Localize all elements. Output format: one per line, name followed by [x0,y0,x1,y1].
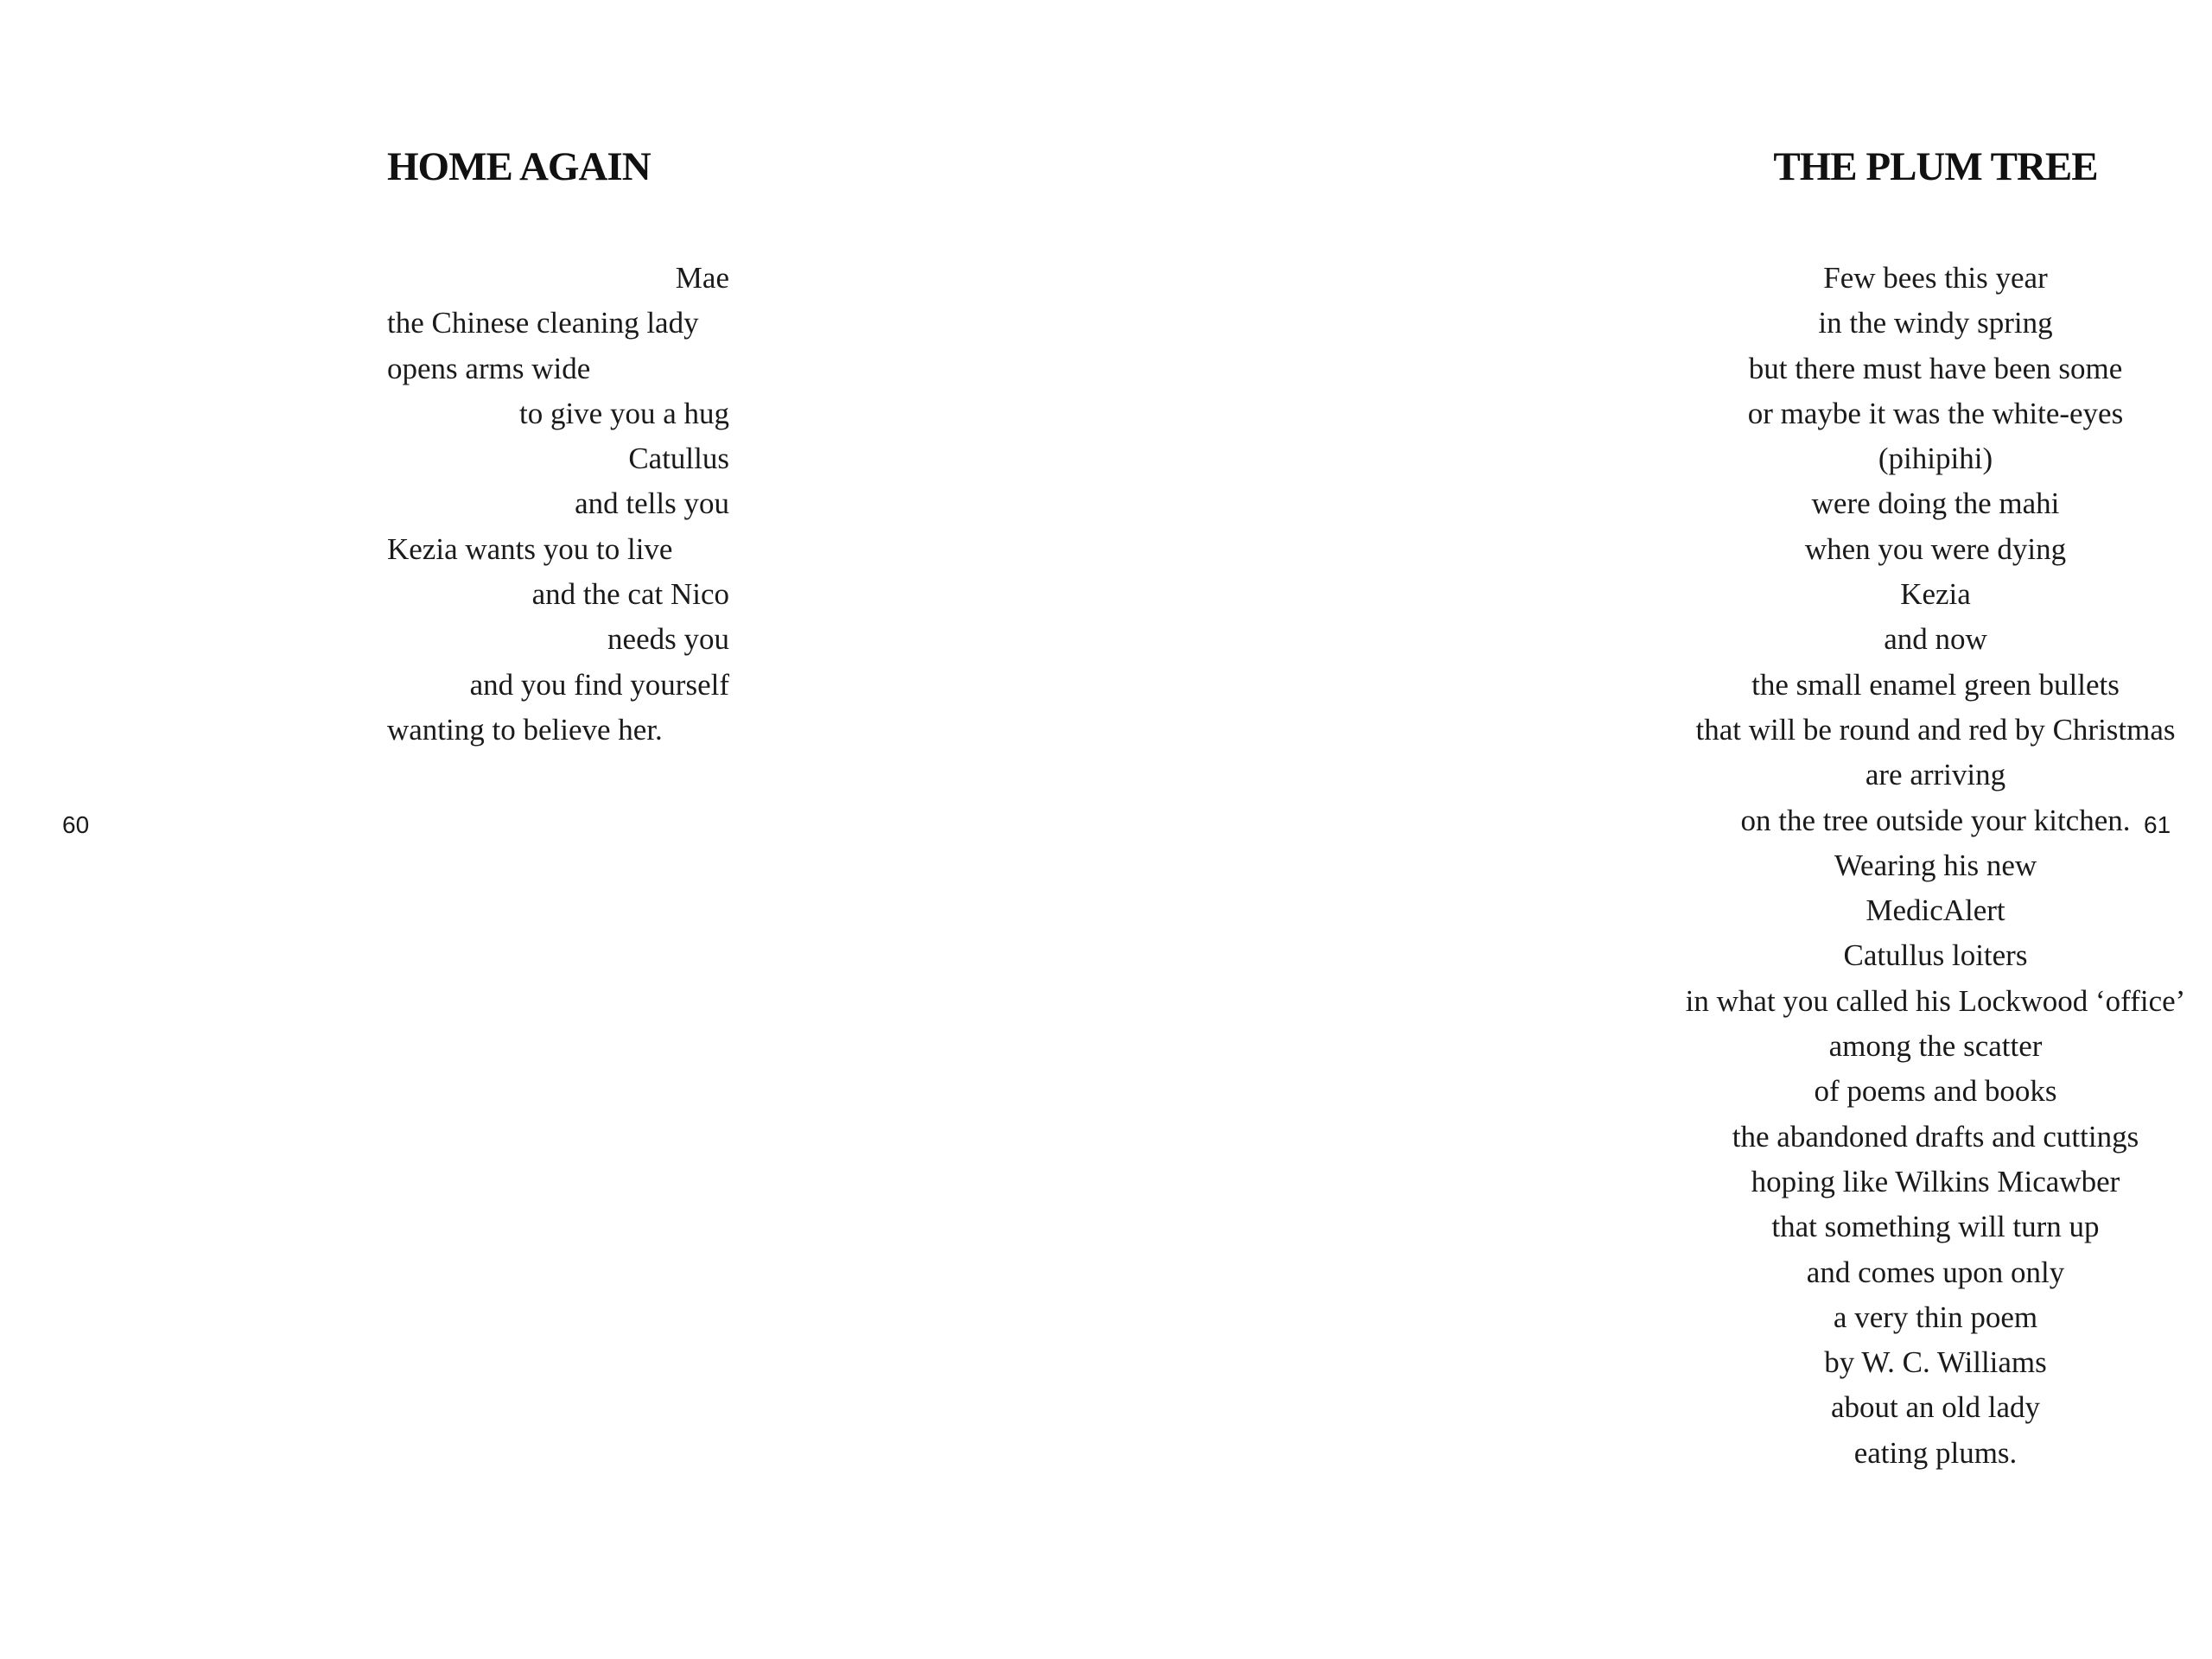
poem-line: the Chinese cleaning lady [387,306,699,340]
poem-line: Mae [675,261,729,295]
poem-line: by W. C. Williams [1824,1345,2047,1380]
page-number: 61 [2144,811,2171,838]
poem-line: to give you a hug [518,396,729,430]
poem-line: a very thin poem [1833,1300,2038,1334]
poem-line: on the tree outside your kitchen. [1740,803,2131,837]
poem-title: HOME AGAIN [387,144,651,189]
poem-line: Few bees this year [1823,261,2048,295]
poem-line: of poems and books [1814,1074,2057,1109]
poem-line: about an old lady [1830,1390,2041,1425]
poem-line: among the scatter [1828,1029,2043,1064]
poem-line: are arriving [1865,758,2006,792]
poem-line: and tells you [575,486,729,521]
poem-line: and now [1884,622,1987,657]
page-number: 60 [62,811,90,838]
poem-line: or maybe it was the white-eyes [1747,396,2124,430]
poem-body [1659,256,2212,1476]
poem-line: when you were dying [1804,531,2067,566]
right-page [1106,0,2212,1659]
poem-line: but there must have been some [1748,351,2123,385]
poem-title: THE PLUM TREE [1773,144,2098,189]
poem-line: and you find yourself [469,667,729,702]
poem-line: wanting to believe her. [387,712,663,747]
poem-line: in what you called his Lockwood ‘office’ [1685,983,2186,1018]
poem-line: Kezia wants you to live [387,531,673,566]
poem-line: Wearing his new [1834,848,2037,882]
poem-line: opens arms wide [387,351,591,385]
poem-line: needs you [607,622,729,657]
poem-line: Catullus loiters [1843,938,2028,973]
poem-line: eating plums. [1853,1435,2018,1470]
poem-line: (pihipihi) [1878,442,1993,476]
poem-body [387,256,729,753]
poem-line: the small enamel green bullets [1751,667,2120,702]
poem-line: the abandoned drafts and cuttings [1732,1119,2139,1154]
poem-line: in the windy spring [1818,306,2053,340]
poem-line: and comes upon only [1806,1255,2065,1289]
poem-line: were doing the mahi [1811,486,2060,521]
poem-line: that will be round and red by Christmas [1695,712,2176,747]
poem-line: Catullus [628,442,729,476]
poem-line: hoping like Wilkins Micawber [1751,1164,2120,1198]
poem-line: MedicAlert [1866,893,2005,928]
poem-line: and the cat Nico [531,577,729,612]
poem-line: that something will turn up [1771,1210,2100,1244]
poem-line: Kezia [1900,577,1971,612]
